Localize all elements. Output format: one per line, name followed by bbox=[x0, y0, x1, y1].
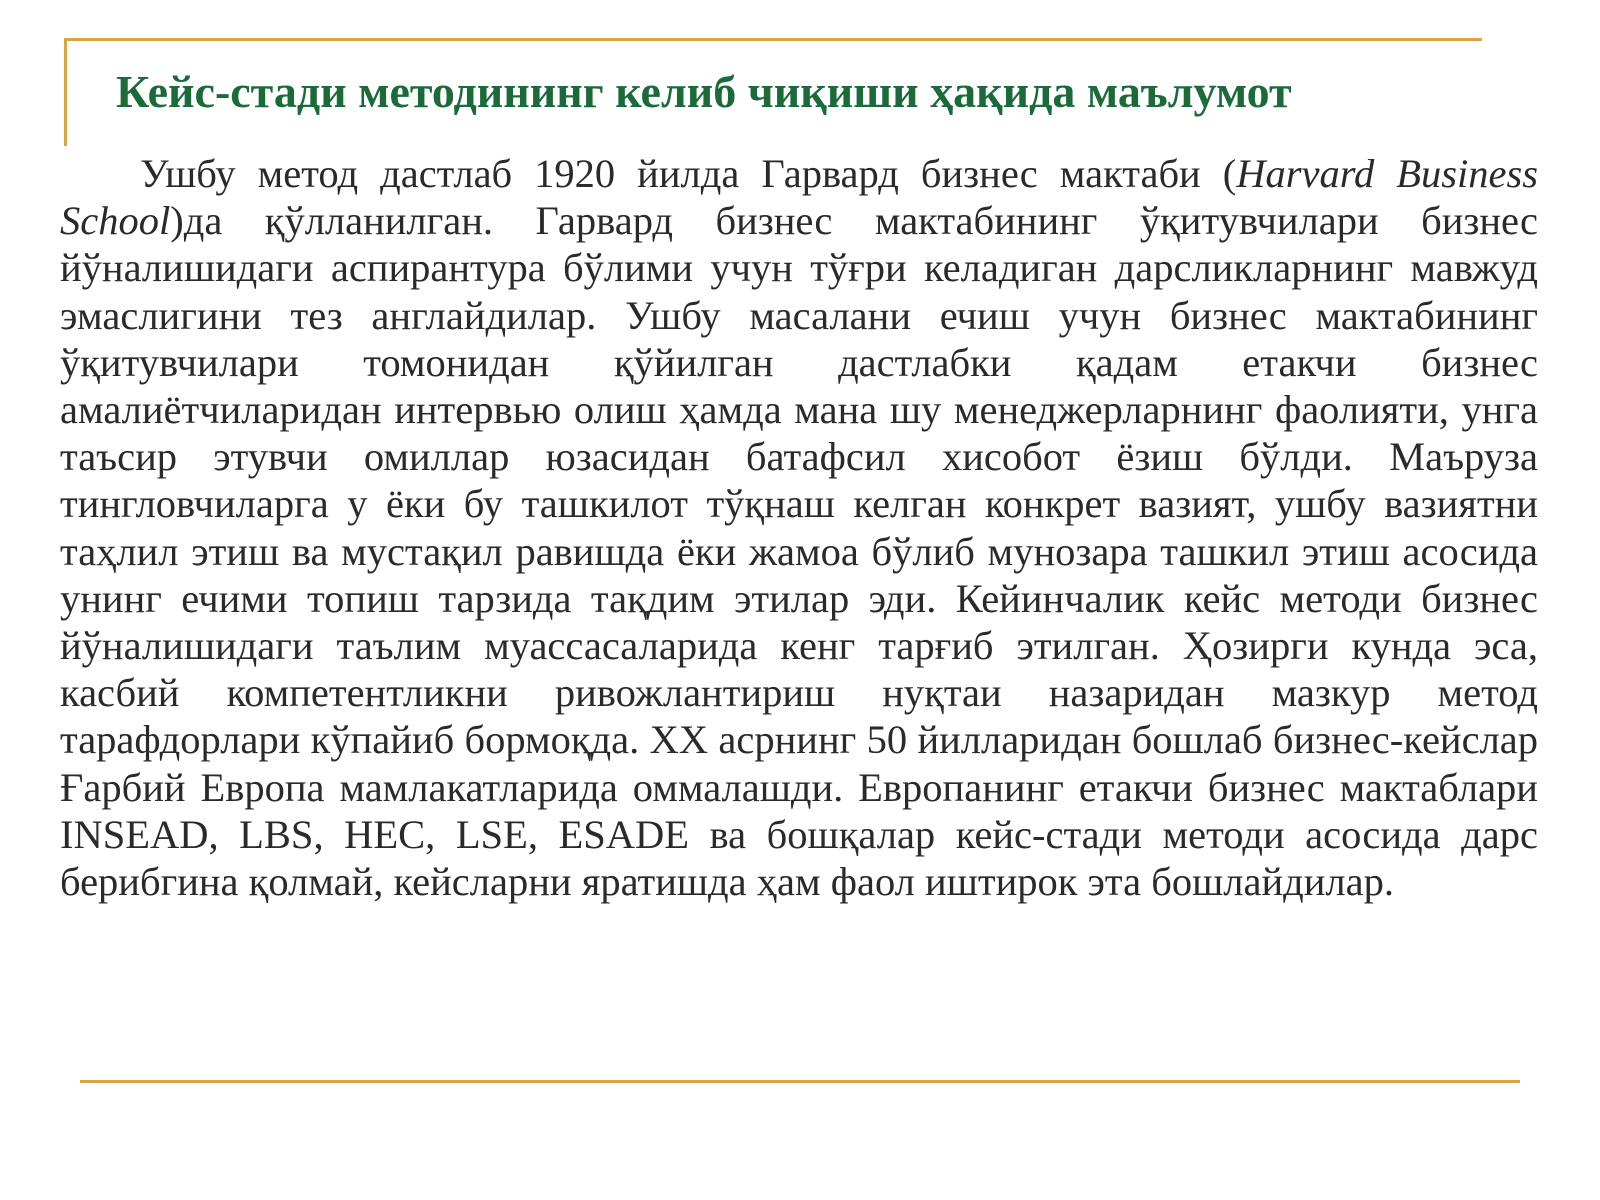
slide-title: Кейс-стади методининг келиб чиқиши ҳақида маълумот bbox=[116, 66, 1292, 117]
left-divider-line bbox=[64, 38, 67, 146]
body-text-part-1: Ушбу метод дастлаб 1920 йилда Гарвард бизнес мактаби ( bbox=[140, 151, 1237, 196]
bottom-divider-line bbox=[80, 1080, 1520, 1083]
top-divider-line bbox=[64, 38, 1482, 41]
body-paragraph bbox=[60, 150, 1538, 905]
body-text-part-2: )да қўлланилган. Гарвард бизнес мактабининг ўқитувчилари бизнес йўналишидаги аспирантура бўлими учун тўғри келадиган дарсликларнинг мавжуд эмаслигини тез англайдилар. Ушбу масалани ечиш учун бизнес мактабининг ўқитувчилари томонидан қўйилган дастлабки қадам етакчи бизнес амалиётчиларидан интервью олиш ҳамда мана шу менеджерларнинг фаолияти, унга таъсир этувчи омиллар юзасидан батафсил хисобот ёзиш бўлди. Маъруза тингловчиларга у ёки бу ташкилот тўқнаш келган конкрет вазият, ушбу вазиятни таҳлил этиш ва мустақил равишда ёки жамоа бўлиб мунозара ташкил этиш асосида унинг ечими топиш тарзида тақдим этилар эди. Кейинчалик кейс методи бизнес йўналишидаги таълим муассасаларида кенг тарғиб этилган. Ҳозирги кунда эса, касбий компетентликни ривожлантириш нуқтаи назаридан мазкур метод тарафдорлари кўпайиб бормоқда. XX асрнинг 50 йилларидан бошлаб бизнес-кейслар Ғарбий Европа мамлакатларида оммалашди. Европанинг етакчи бизнес мактаблари INSEAD, LBS, HEC, LSE, ESADE ва бошқалар кейс-стади методи асосида дарс берибгина қолмай, кейсларни яратишда ҳам фаол иштирок эта бошлайдилар. bbox=[60, 198, 1538, 905]
body-text-italic-school-name: Harvard Business School bbox=[60, 151, 1538, 244]
